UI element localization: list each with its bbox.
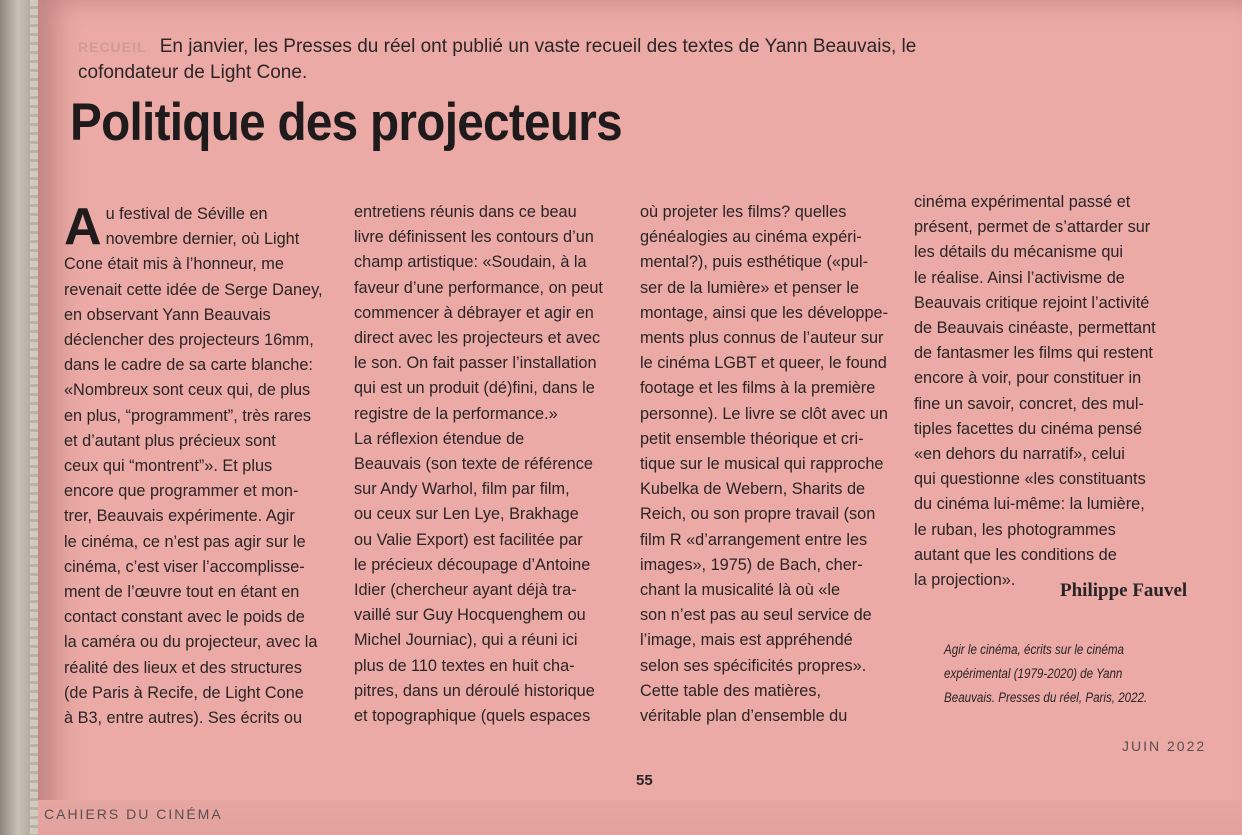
- text-line: de Beauvais cinéaste, permettant: [914, 319, 1156, 338]
- text-line: qui questionne «les constituants: [914, 470, 1146, 489]
- text-line: Cone était mis à l’honneur, me: [64, 255, 284, 274]
- text-line: cinéma, c’est viser l’accomplisse-: [64, 557, 305, 576]
- text-line: montage, ainsi que les développe-: [640, 303, 889, 322]
- text-line: encore à voir, pour constituer in: [914, 369, 1142, 388]
- text-line: images», 1975) de Bach, cher-: [640, 555, 863, 574]
- text-line: revenait cette idée de Serge Daney,: [64, 280, 323, 299]
- text-line: Beauvais (son texte de référence: [354, 455, 593, 474]
- article-column-2: [354, 200, 630, 729]
- text-line: trer, Beauvais expérimente. Agir: [64, 507, 295, 526]
- text-line: entretiens réunis dans ce beau: [354, 203, 577, 221]
- article-title: Politique des projecteurs: [70, 93, 622, 152]
- text-line: petit ensemble théorique et cri-: [640, 429, 864, 448]
- text-line: «Nombreux sont ceux qui, de plus: [64, 381, 311, 400]
- text-line: tiples facettes du cinéma pensé: [914, 419, 1143, 438]
- text-line: son n’est pas au seul service de: [640, 606, 872, 625]
- text-line: contact constant avec le poids de: [64, 608, 305, 627]
- text-line: Idier (chercheur ayant déjà tra-: [354, 581, 577, 600]
- text-line: les détails du mécanisme qui: [914, 243, 1124, 262]
- kicker-text: En janvier, les Presses du réel ont publié un vaste recueil des textes de Yann Beauvais, le cofondateur de Light Cone.: [78, 36, 917, 83]
- footer-date: JUIN 2022: [1122, 738, 1207, 754]
- text-line: Cette table des matières,: [640, 681, 821, 700]
- text-line: champ artistique: «Soudain, à la: [354, 253, 587, 272]
- author-signature: Philippe Fauvel: [1060, 580, 1188, 601]
- text-line: (de Paris à Recife, de Light Cone: [64, 683, 304, 702]
- text-line: et topographique (quels espaces: [354, 707, 591, 726]
- text-line: film R «d’arrangement entre les: [640, 530, 868, 549]
- text-line: La réflexion étendue de: [354, 429, 525, 448]
- text-line: cinéma expérimental passé et: [914, 193, 1131, 211]
- text-line: Michel Journiac), qui a réuni ici: [354, 631, 578, 650]
- text-line: tique sur le musical qui rapproche: [640, 455, 884, 474]
- text-line: qui est un produit (dé)fini, dans le: [354, 379, 595, 398]
- text-line: en plus, “programment”, très rares: [64, 406, 312, 425]
- text-line: fine un savoir, concret, des mul-: [914, 394, 1144, 413]
- text-line: la projection».: [914, 571, 1016, 590]
- text-line: plus de 110 textes en huit cha-: [354, 656, 575, 675]
- text-line: selon ses spécificités propres».: [640, 656, 867, 675]
- text-line: u festival de Séville en: [105, 205, 268, 223]
- text-line: déclencher des projecteurs 16mm,: [64, 331, 314, 350]
- text-line: vaillé sur Guy Hocquenghem ou: [354, 606, 586, 625]
- text-line: dans le cadre de sa carte blanche:: [64, 356, 313, 375]
- text-line: personne). Le livre se clôt avec un: [640, 404, 888, 423]
- text-line: généalogies au cinéma expéri-: [640, 228, 862, 247]
- text-line: le précieux découpage d’Antoine: [354, 555, 591, 574]
- text-line: ments plus connus de l’auteur sur: [640, 329, 884, 348]
- text-line: livre définissent les contours d’un: [354, 228, 594, 247]
- drop-cap: A: [64, 198, 102, 256]
- text-line: chant la musicalité là où «le: [640, 581, 841, 600]
- text-line: ment de l’œuvre tout en étant en: [64, 583, 300, 602]
- text-line: ceux qui “montrent”». Et plus: [64, 457, 273, 476]
- text-line: présent, permet de s’attarder sur: [914, 218, 1151, 237]
- article-column-4: [914, 190, 1190, 593]
- text-line: véritable plan d’ensemble du: [640, 707, 848, 726]
- kicker: [78, 34, 958, 85]
- text-line: ou Valie Export) est facilitée par: [354, 530, 583, 549]
- text-line: autant que les conditions de: [914, 545, 1117, 564]
- book-credit: Agir le cinéma, écrits sur le cinéma expérimental (1979-2020) de Yann Beauvais. Presses du réel, Paris, 2022.: [944, 642, 1148, 705]
- text-line: à B3, entre autres). Ses écrits ou: [64, 709, 303, 728]
- text-line: où projeter les films? quelles: [640, 203, 847, 221]
- text-line: encore que programmer et mon-: [64, 482, 299, 501]
- text-line: pitres, dans un déroulé historique: [354, 681, 595, 700]
- text-line: footage et les films à la première: [640, 379, 876, 398]
- text-line: faveur d’une performance, on peut: [354, 278, 603, 297]
- text-line: le cinéma, ce n’est pas agir sur le: [64, 532, 306, 551]
- kicker-label: RECUEIL: [78, 39, 147, 55]
- text-line: registre de la performance.»: [354, 404, 558, 423]
- text-line: direct avec les projecteurs et avec: [354, 329, 601, 348]
- text-line: réalité des lieux et des structures: [64, 658, 303, 677]
- article-column-3: [640, 200, 920, 729]
- text-line: Reich, ou son propre travail (son: [640, 505, 876, 524]
- text-line: sur Andy Warhol, film par film,: [354, 480, 570, 499]
- text-line: le réalise. Ainsi l’activisme de: [914, 268, 1125, 287]
- article-column-1: [64, 198, 330, 731]
- text-line: commencer à débrayer et agir en: [354, 303, 594, 322]
- text-line: Beauvais critique rejoint l’activité: [914, 293, 1150, 312]
- text-line: ou ceux sur Len Lye, Brakhage: [354, 505, 579, 524]
- text-line: mental?), puis esthétique («pul-: [640, 253, 869, 272]
- footer-publication: CAHIERS DU CINÉMA: [44, 806, 223, 822]
- text-line: de fantasmer les films qui restent: [914, 344, 1153, 363]
- text-line: ser de la lumière» et penser le: [640, 278, 860, 297]
- text-line: Kubelka de Webern, Sharits de: [640, 480, 866, 499]
- text-line: l’image, mais est appréhendé: [640, 631, 853, 650]
- text-line: novembre dernier, où Light: [105, 230, 300, 249]
- text-line: en observant Yann Beauvais: [64, 305, 271, 324]
- text-line: et d’autant plus précieux sont: [64, 431, 276, 450]
- text-line: la caméra ou du projecteur, avec la: [64, 633, 318, 652]
- text-line: le son. On fait passer l’installation: [354, 354, 597, 373]
- text-line: «en dehors du narratif», celui: [914, 445, 1125, 464]
- text-line: le cinéma LGBT et queer, le found: [640, 354, 887, 373]
- text-line: le ruban, les photogrammes: [914, 520, 1116, 539]
- text-line: du cinéma lui-même: la lumière,: [914, 495, 1145, 514]
- page-number: 55: [636, 772, 653, 789]
